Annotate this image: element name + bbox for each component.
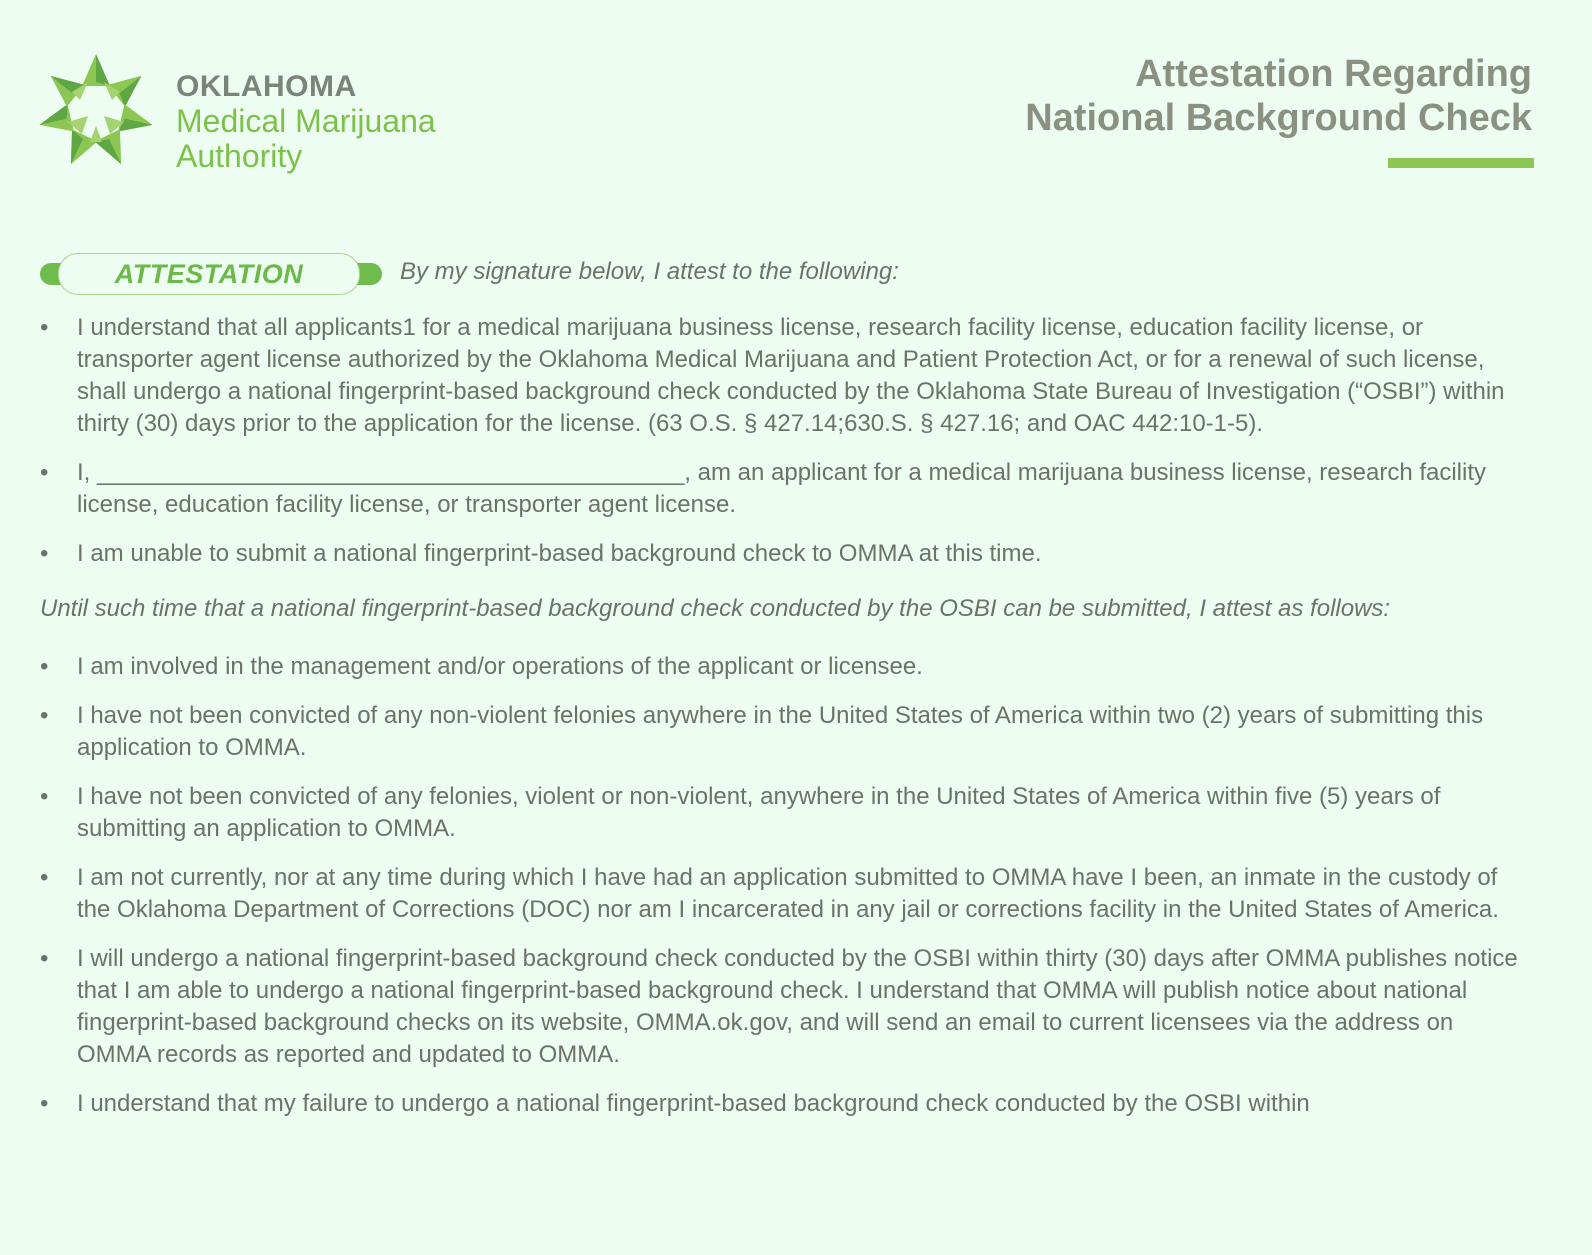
list-item: • I understand that all applicants1 for a medical marijuana business license, research facility license, education facility license, or transporter agent license authorized by the Oklahoma Medical Marijuana and Patient Protection Act, or for a renewal of such license, shall undergo a national fingerprint-based background check conducted by the Oklahoma State Bureau of Investigation (“OSBI”) within thirty (30) days prior to the application for the license. (63 O.S. § 427.14;630.S. § 427.16; and OAC 442:10-1-5). <box>40 312 1530 440</box>
org-state: OKLAHOMA <box>176 70 357 103</box>
list-item: • I am involved in the management and/or operations of the applicant or licensee. <box>40 651 1530 683</box>
interim-attestation-paragraph: Until such time that a national fingerprint-based background check conducted by the OSBI can be submitted, I attest as follows: <box>40 595 1391 622</box>
org-name-line: Medical Marijuana <box>176 103 436 139</box>
document-title <box>1025 52 1532 140</box>
bullet-list-understanding <box>40 312 1530 570</box>
bullet-list-attestations <box>40 651 1530 1120</box>
title-line: National Background Check <box>1025 97 1532 139</box>
list-item: • I am unable to submit a national fingerprint-based background check to OMMA at this time. <box>40 538 1530 570</box>
title-line: Attestation Regarding <box>1135 53 1532 95</box>
badge-pill <box>58 253 360 295</box>
org-name-line: Authority <box>176 138 303 174</box>
attestation-intro: By my signature below, I attest to the following: <box>400 258 899 285</box>
list-item: • I am not currently, nor at any time during which I have had an application submitted to OMMA have I been, an inmate in the custody of the Oklahoma Department of Corrections (DOC) nor am I incarcerated in any jail or corrections facility in the United States of America. <box>40 862 1530 926</box>
list-item: • I have not been convicted of any non-violent felonies anywhere in the United States of America within two (2) years of submitting this application to OMMA. <box>40 700 1530 764</box>
list-item: • I understand that my failure to undergo a national fingerprint-based background check conducted by the OSBI within <box>40 1088 1530 1120</box>
list-item: • I will undergo a national fingerprint-based background check conducted by the OSBI within thirty (30) days after OMMA publishes notice that I am able to undergo a national fingerprint-based background check. I understand that OMMA will publish notice about national fingerprint-based background checks on its website, OMMA.ok.gov, and will send an email to current licensees via the address on OMMA records as reported and updated to OMMA. <box>40 943 1530 1071</box>
title-underline-bar <box>1388 158 1534 168</box>
badge-label: ATTESTATION <box>114 259 304 289</box>
organization-name <box>176 72 436 172</box>
attestation-badge <box>40 253 382 295</box>
document-body <box>40 312 1530 1137</box>
list-item-applicant-name-blank: • I, ____________________________________________, am an applicant for a medical marijuana business license, research facility license, education facility license, or transporter agent license. <box>40 457 1530 521</box>
omma-star-logo-icon <box>36 52 156 172</box>
list-item: • I have not been convicted of any felonies, violent or non-violent, anywhere in the United States of America within five (5) years of submitting an application to OMMA. <box>40 781 1530 845</box>
